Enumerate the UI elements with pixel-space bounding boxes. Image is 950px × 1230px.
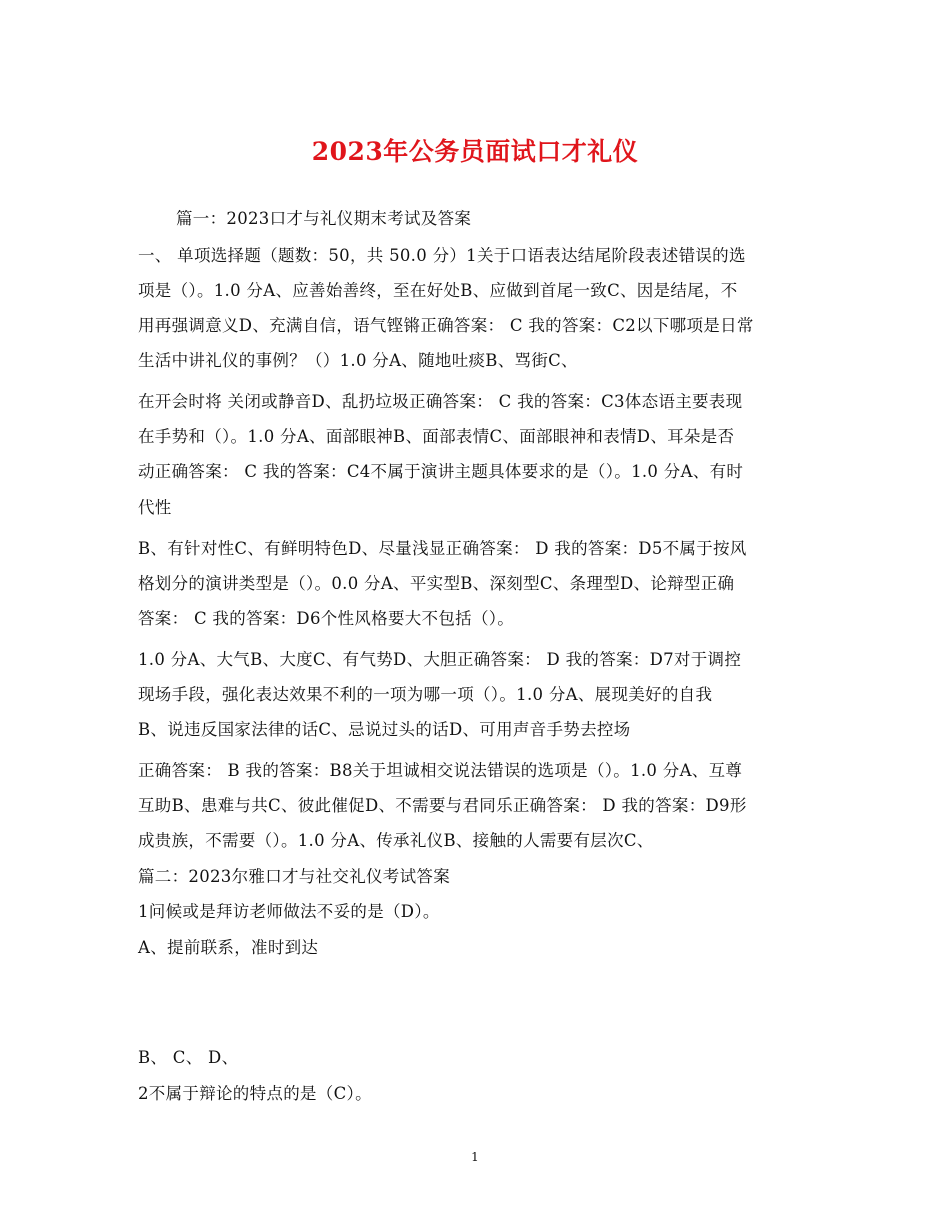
paragraph-line: 一、 单项选择题（题数：50，共 50.0 分）1关于口语表达结尾阶段表述错误的选 [138,246,746,265]
paragraph-line: 动正确答案： C 我的答案：C4不属于演讲主题具体要求的是（）。1.0 分A、有时 [138,462,744,481]
paragraph-line: 互助B、患难与共C、彼此催促D、不需要与君同乐正确答案： D 我的答案：D9形 [138,796,747,815]
paragraph-line: 1问候或是拜访老师做法不妥的是（D）。 [138,902,440,921]
paragraph-line: A、提前联系，准时到达 [138,938,319,957]
paragraph-line: B、说违反国家法律的话C、忌说过头的话D、可用声音手势去控场 [138,720,631,739]
document-title: 2023年公务员面试口才礼仪 [311,137,639,166]
paragraph-line: 生活中讲礼仪的事例？（）1.0 分A、随地吐痰B、骂街C、 [138,351,578,370]
paragraph-line: 代性 [138,498,172,517]
paragraph-line: 格划分的演讲类型是（）。0.0 分A、平实型B、深刻型C、条理型D、论辩型正确 [138,574,735,593]
paragraph-line: 在手势和（）。1.0 分A、面部眼神B、面部表情C、面部眼神和表情D、耳朵是否 [138,427,735,446]
paragraph-line: 答案： C 我的答案：D6个性风格要大不包括（）。 [138,609,515,628]
paragraph-line: 篇一：2023口才与礼仪期末考试及答案 [176,209,472,228]
paragraph-line: 项是（）。1.0 分A、应善始善终，至在好处B、应做到首尾一致C、因是结尾，不 [138,281,738,300]
paragraph-line: 用再强调意义D、充满自信，语气铿锵正确答案： C 我的答案：C2以下哪项是日常 [138,316,754,335]
paragraph-line: 在开会时将 关闭或静音D、乱扔垃圾正确答案： C 我的答案：C3体态语主要表现 [138,392,743,411]
page-number: 1 [471,1150,479,1164]
paragraph-line: 1.0 分A、大气B、大度C、有气势D、大胆正确答案： D 我的答案：D7对于调控 [138,650,742,669]
paragraph-line: B、 C、 D、 [138,1048,239,1067]
paragraph-line: 现场手段，强化表达效果不利的一项为哪一项（）。1.0 分A、展现美好的自我 [138,685,713,704]
paragraph-line: 2不属于辩论的特点的是（C）。 [138,1084,372,1103]
paragraph-line: B、有针对性C、有鲜明特色D、尽量浅显正确答案： D 我的答案：D5不属于按风 [138,539,747,558]
paragraph-line: 成贵族，不需要（）。1.0 分A、传承礼仪B、接触的人需要有层次C、 [138,831,654,850]
paragraph-line: 篇二：2023尔雅口才与社交礼仪考试答案 [138,867,450,886]
paragraph-line: 正确答案： B 我的答案：B8关于坦诚相交说法错误的选项是（）。1.0 分A、互尊 [138,761,743,780]
